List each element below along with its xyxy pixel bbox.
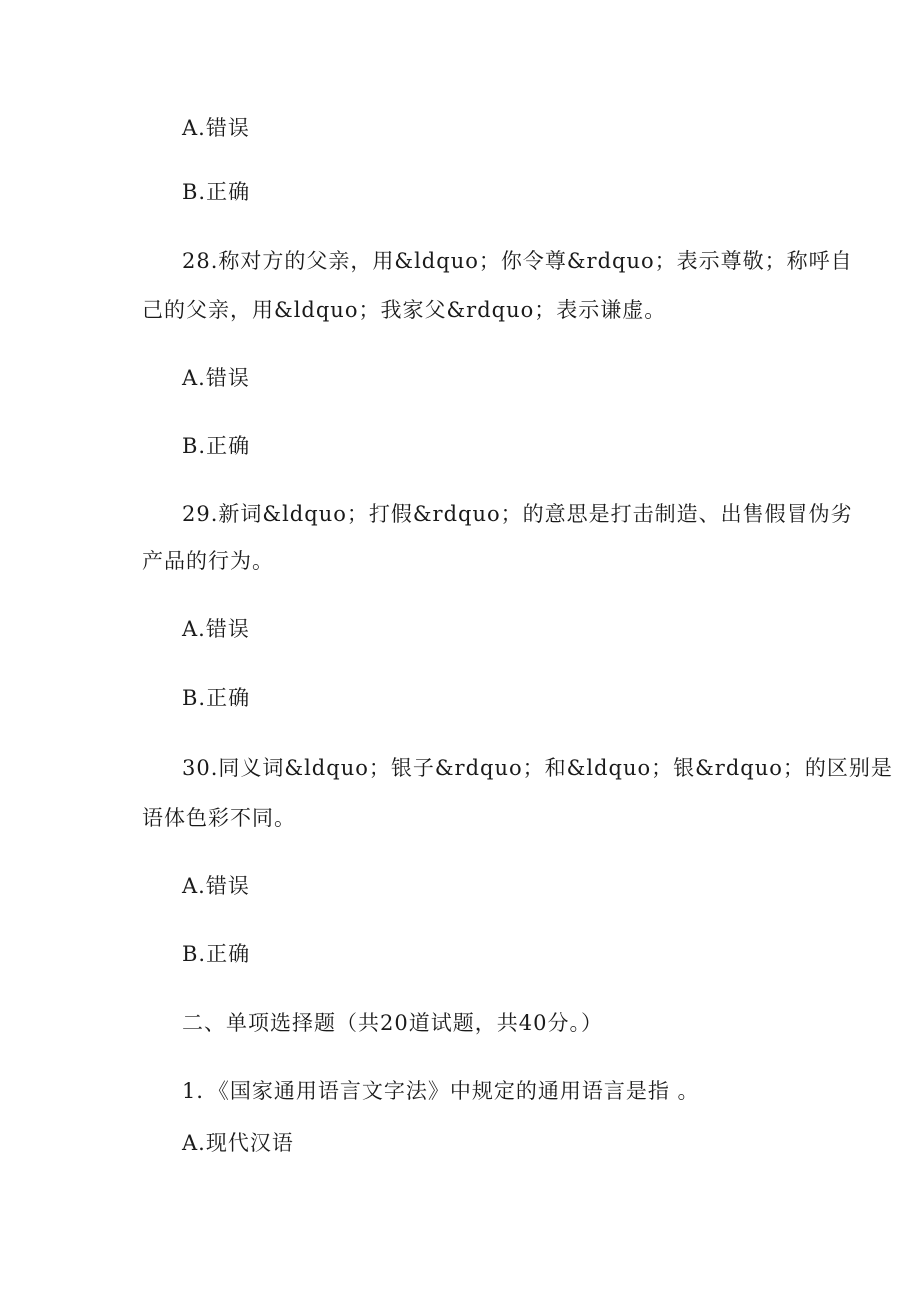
q29-text-line2: 产品的行为。 bbox=[142, 549, 274, 573]
section-heading: 二、单项选择题（共20道试题，共40分。） bbox=[182, 1011, 603, 1035]
q28-text-line2: 己的父亲，用&ldquo；我家父&rdquo；表示谦虚。 bbox=[142, 298, 667, 322]
mc1-option-a: A.现代汉语 bbox=[182, 1131, 294, 1155]
q30-text-line2: 语体色彩不同。 bbox=[142, 806, 296, 830]
mc1-question: 1．《国家通用语言文字法》中规定的通用语言是指 。 bbox=[182, 1079, 700, 1103]
q28-option-b: B.正确 bbox=[182, 434, 251, 458]
q30-option-a: A.错误 bbox=[182, 874, 250, 898]
q28-option-a: A.错误 bbox=[182, 366, 250, 390]
q27-option-b: B.正确 bbox=[182, 180, 251, 204]
q30-option-b: B.正确 bbox=[182, 942, 251, 966]
q28-text-line1: 28.称对方的父亲，用&ldquo；你令尊&rdquo；表示尊敬；称呼自 bbox=[182, 249, 853, 273]
q27-option-a: A.错误 bbox=[182, 116, 250, 140]
q29-option-b: B.正确 bbox=[182, 686, 251, 710]
q30-text-line1: 30.同义词&ldquo；银子&rdquo；和&ldquo；银&rdquo；的区别是 bbox=[182, 756, 893, 780]
q29-option-a: A.错误 bbox=[182, 617, 250, 641]
q29-text-line1: 29.新词&ldquo；打假&rdquo；的意思是打击制造、出售假冒伪劣 bbox=[182, 502, 853, 526]
